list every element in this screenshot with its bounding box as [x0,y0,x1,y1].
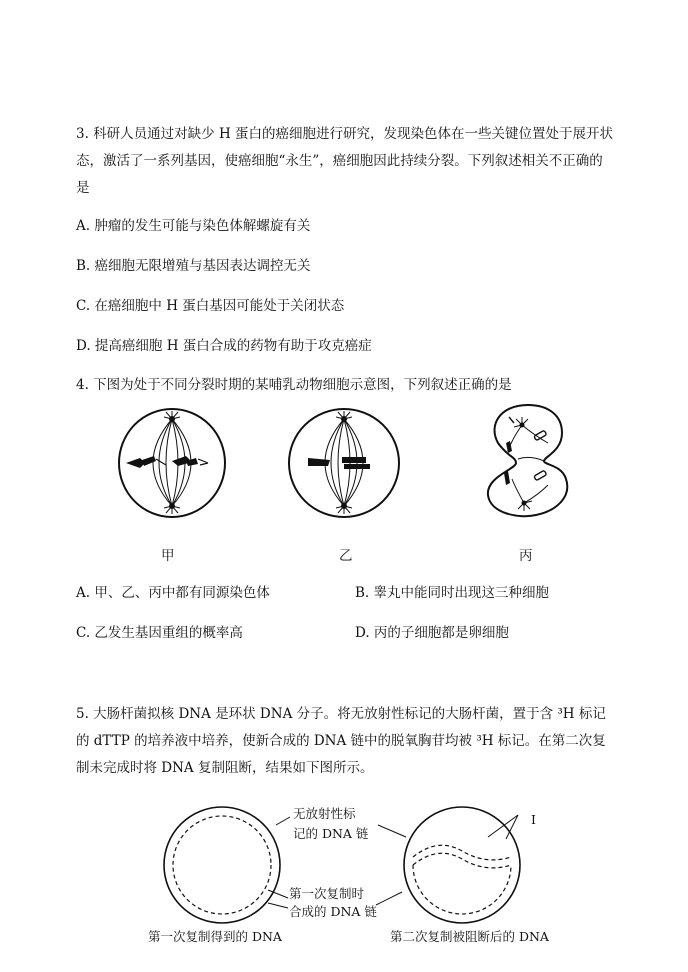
question-4-option-a: A. 甲、乙、丙中都有同源染色体 [76,585,270,601]
caption-first-replication-dna: 第一次复制得到的 DNA [148,929,282,944]
question-4-option-b: B. 睾丸中能同时出现这三种细胞 [355,585,550,601]
question-3-option-a: A. 肿瘤的发生可能与染色体解螺旋有关 [76,218,311,234]
question-4-stem: 4. 下图为处于不同分裂时期的某哺乳动物细胞示意图，下列叙述正确的是 [76,377,512,393]
question-4-option-c: C. 乙发生基因重组的概率高 [76,625,243,641]
cell-label-bing: 丙 [519,548,533,564]
question-3-stem: 3. 科研人员通过对缺少 H 蛋白的癌细胞进行研究，发现染色体在一些关键位置处于展开状态，激活了一系列基因，使癌细胞“永生”，癌细胞因此持续分裂。下列叙述相关不正确的是 [76,126,614,196]
question-5-stem-line-2: 的 dTTP 的培养液中培养，使新合成的 DNA 链中的脱氧胸苷均被 ³H 标记。在第二次复 [76,733,606,749]
question-3-option-c: C. 在癌细胞中 H 蛋白基因可能处于关闭状态 [76,298,345,314]
question-3-option-b: B. 癌细胞无限增殖与基因表达调控无关 [76,258,311,274]
caption-second-replication-blocked-dna: 第二次复制被阻断后的 DNA [390,929,549,944]
question-4-option-d: D. 丙的子细胞都是卵细胞 [355,625,509,641]
cell-bing-figure [478,403,578,521]
label-unlabeled-dna-line-1: 无放射性标 [293,806,356,821]
cell-label-jia: 甲 [161,548,175,564]
label-unlabeled-dna-line-2: 记的 DNA 链 [293,826,369,841]
cell-jia-figure [116,405,228,520]
label-first-replication-line-1: 第一次复制时 [289,886,365,901]
question-5-stem-line-3: 制未完成时将 DNA 复制阻断，结果如下图所示。 [76,760,374,776]
cell-label-yi: 乙 [339,548,353,564]
label-roman-one: I [531,812,536,827]
question-5-stem-line-1: 5. 大肠杆菌拟核 DNA 是环状 DNA 分子。将无放射性标记的大肠杆菌，置于含 ³H 标记 [76,706,606,722]
question-3-option-d: D. 提高癌细胞 H 蛋白合成的药物有助于攻克癌症 [76,338,372,354]
cell-yi-figure [286,405,402,520]
label-first-replication-line-2: 合成的 DNA 链 [289,904,377,919]
